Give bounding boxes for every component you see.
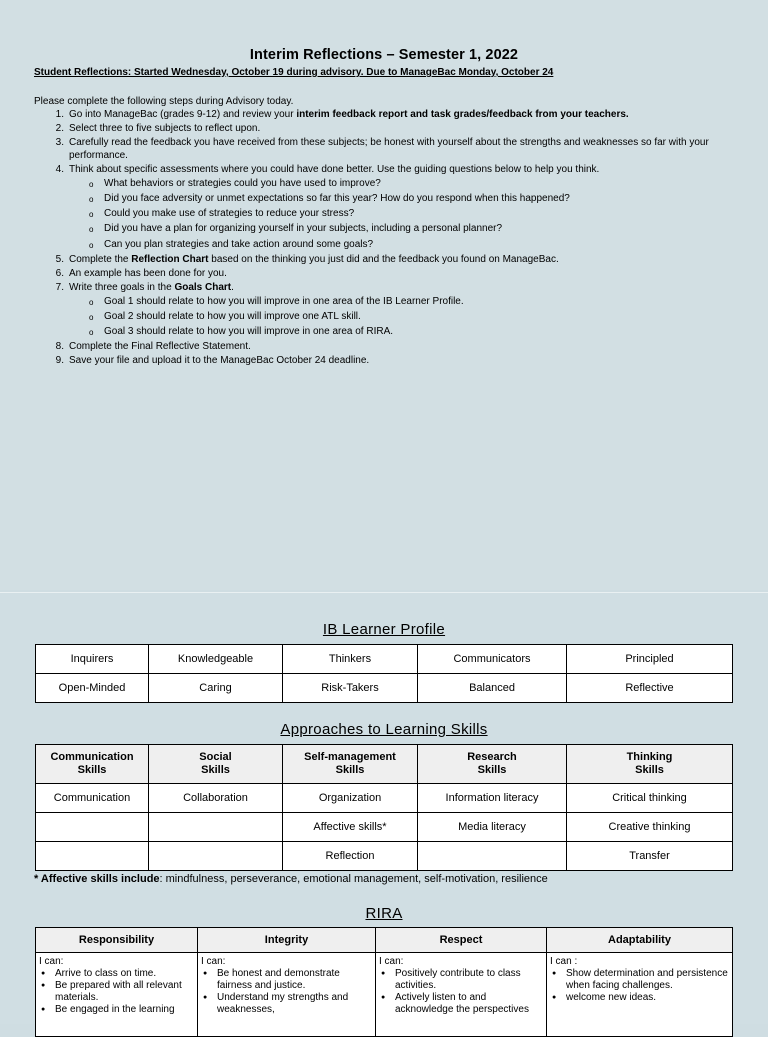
list-item: ● Positively contribute to class activities. <box>379 968 543 992</box>
table-header-cell: Self-management Skills <box>283 745 418 784</box>
table-row <box>36 842 733 871</box>
step-text: Select three to five subjects to reflect upon. <box>69 123 261 135</box>
guiding-question: o Did you have a plan for organizing yourself in your subjects, including a personal planner? <box>34 223 734 236</box>
table-cell: I can: ● Be honest and demonstrate fairness and justice. ● Understand my strengths and weaknesses, <box>198 953 376 1037</box>
step-item <box>34 109 734 122</box>
circle-bullet-icon: o <box>89 313 94 323</box>
table-cell: Critical thinking <box>567 784 733 813</box>
bullet-list <box>39 968 194 1016</box>
step-number: 8. <box>55 341 64 353</box>
list-item: ● Actively listen to and acknowledge the perspectives <box>379 992 543 1016</box>
step-text: Complete the <box>69 253 132 265</box>
table-cell: Balanced <box>418 674 567 703</box>
table-cell: Communication <box>36 784 149 813</box>
circle-bullet-icon: o <box>89 210 94 220</box>
table-row <box>36 784 733 813</box>
step-number: 2. <box>55 123 64 135</box>
table-header-row <box>36 745 733 784</box>
table-cell: I can : ● Show determination and persistence when facing challenges. ● welcome new ideas. <box>547 953 733 1037</box>
circle-bullet-icon: o <box>89 297 94 307</box>
list-item: ● Be prepared with all relevant materials. <box>39 980 194 1004</box>
step-text: Think about specific assessments where you could have done better. Use the guiding questions below to help you think. <box>69 164 600 176</box>
circle-bullet-icon: o <box>89 180 94 190</box>
table-header-cell: Adaptability <box>547 928 733 953</box>
circle-bullet-icon: o <box>89 225 94 235</box>
step-bold-text: Reflection Chart <box>131 253 209 265</box>
list-item: ● welcome new ideas. <box>550 992 729 1004</box>
circle-bullet-icon: o <box>89 240 94 250</box>
step-text: Carefully read the feedback you have received from these subjects; be honest with yourself about the strengths and weaknesses so far with your performance. <box>69 137 709 161</box>
guiding-question: o What behaviors or strategies could you have used to improve? <box>34 178 734 191</box>
table-cell: I can: ● Arrive to class on time. ● Be prepared with all relevant materials. ● Be engaged in the learning <box>36 953 198 1037</box>
table-cell: Affective skills* <box>283 813 418 842</box>
table-cell: Reflective <box>567 674 733 703</box>
circle-bullet-icon: o <box>89 328 94 338</box>
step-number: 6. <box>55 267 64 279</box>
table-cell <box>36 842 149 871</box>
step-text-end: based on the thinking you just did and the feedback you found on ManageBac. <box>208 253 559 265</box>
table-header-cell: Responsibility <box>36 928 198 953</box>
bullet-list <box>201 968 372 1016</box>
step-item <box>34 268 734 281</box>
guiding-question: o Could you make use of strategies to reduce your stress? <box>34 208 734 221</box>
step-text: An example has been done for you. <box>69 267 227 279</box>
bullet-list <box>550 968 729 1004</box>
table-header-cell: Communication Skills <box>36 745 149 784</box>
list-item: ● Understand my strengths and weaknesses, <box>201 992 372 1016</box>
table-cell: Creative thinking <box>567 813 733 842</box>
step-number: 3. <box>55 137 64 149</box>
rira-title: RIRA <box>365 905 403 922</box>
step-text: Save your file and upload it to the ManageBac October 24 deadline. <box>69 355 370 367</box>
table-cell: Information literacy <box>418 784 567 813</box>
table-header-cell: Social Skills <box>149 745 283 784</box>
table-row <box>36 645 733 674</box>
goal-item: o Goal 2 should relate to how you will improve one ATL skill. <box>34 311 734 324</box>
guiding-question: o Can you plan strategies and take action around some goals? <box>34 239 734 252</box>
table-cell: Reflection <box>283 842 418 871</box>
table-header-cell: Integrity <box>198 928 376 953</box>
step-item <box>34 137 734 163</box>
goal-item: o Goal 1 should relate to how you will improve in one area of the IB Learner Profile. <box>34 296 734 309</box>
step-item <box>34 282 734 295</box>
step-number: 4. <box>55 164 64 176</box>
list-item: ● Show determination and persistence when facing challenges. <box>550 968 729 992</box>
step-text-end: . <box>231 281 234 293</box>
bullet-list <box>379 968 543 1016</box>
step-text: Write three goals in the <box>69 281 175 293</box>
list-item: ● Be honest and demonstrate fairness and justice. <box>201 968 372 992</box>
learner-profile-title: IB Learner Profile <box>322 621 446 638</box>
table-cell: Organization <box>283 784 418 813</box>
affective-skills-note: * Affective skills include: mindfulness, perseverance, emotional management, self-motivation, resilience <box>34 873 548 885</box>
learner-profile-table <box>35 644 733 703</box>
table-cell <box>149 842 283 871</box>
guiding-question: o Did you face adversity or unmet expectations so far this year? How do you respond when this happened? <box>34 193 734 206</box>
table-header-cell: Research Skills <box>418 745 567 784</box>
table-cell: Principled <box>567 645 733 674</box>
atl-skills-table <box>35 744 733 871</box>
table-cell: Media literacy <box>418 813 567 842</box>
table-cell: Knowledgeable <box>149 645 283 674</box>
document-title: Interim Reflections – Semester 1, 2022 <box>249 47 519 63</box>
table-row <box>36 674 733 703</box>
table-header-cell: Thinking Skills <box>567 745 733 784</box>
table-cell: Inquirers <box>36 645 149 674</box>
rira-table <box>35 927 733 1037</box>
table-cell: Thinkers <box>283 645 418 674</box>
step-number: 5. <box>55 253 64 265</box>
step-text: Complete the Final Reflective Statement. <box>69 341 251 353</box>
step-item <box>34 341 734 354</box>
document-subtitle: Student Reflections: Started Wednesday, October 19 during advisory. Due to ManageBac Monday, October 24 <box>34 67 554 78</box>
step-bold-text: interim feedback report and task grades/feedback from your teachers. <box>296 109 629 120</box>
table-header-cell: Respect <box>376 928 547 953</box>
step-item <box>34 164 734 177</box>
list-item: ● Be engaged in the learning <box>39 1004 194 1016</box>
table-cell: Collaboration <box>149 784 283 813</box>
table-cell <box>36 813 149 842</box>
table-cell: Open-Minded <box>36 674 149 703</box>
step-item <box>34 123 734 136</box>
step-number: 9. <box>55 355 64 367</box>
goal-item: o Goal 3 should relate to how you will improve in one area of RIRA. <box>34 326 734 339</box>
step-item <box>34 355 734 368</box>
step-item <box>34 254 734 267</box>
steps-list <box>34 109 734 369</box>
table-cell <box>418 842 567 871</box>
atl-title: Approaches to Learning Skills <box>280 721 488 738</box>
step-bold-text: Goals Chart <box>174 281 232 293</box>
table-cell: Risk-Takers <box>283 674 418 703</box>
table-cell: I can: ● Positively contribute to class activities. ● Actively listen to and acknowledge the perspectives <box>376 953 547 1037</box>
table-cell: Caring <box>149 674 283 703</box>
circle-bullet-icon: o <box>89 195 94 205</box>
table-cell: Transfer <box>567 842 733 871</box>
step-number: 1. <box>55 109 64 120</box>
table-cell <box>149 813 283 842</box>
intro-text: Please complete the following steps during Advisory today. <box>34 96 294 107</box>
step-text: Go into ManageBac (grades 9-12) and review your <box>69 109 297 120</box>
table-cell: Communicators <box>418 645 567 674</box>
table-header-row <box>36 928 733 953</box>
list-item: ● Arrive to class on time. <box>39 968 194 980</box>
step-number: 7. <box>55 281 64 293</box>
table-row <box>36 813 733 842</box>
